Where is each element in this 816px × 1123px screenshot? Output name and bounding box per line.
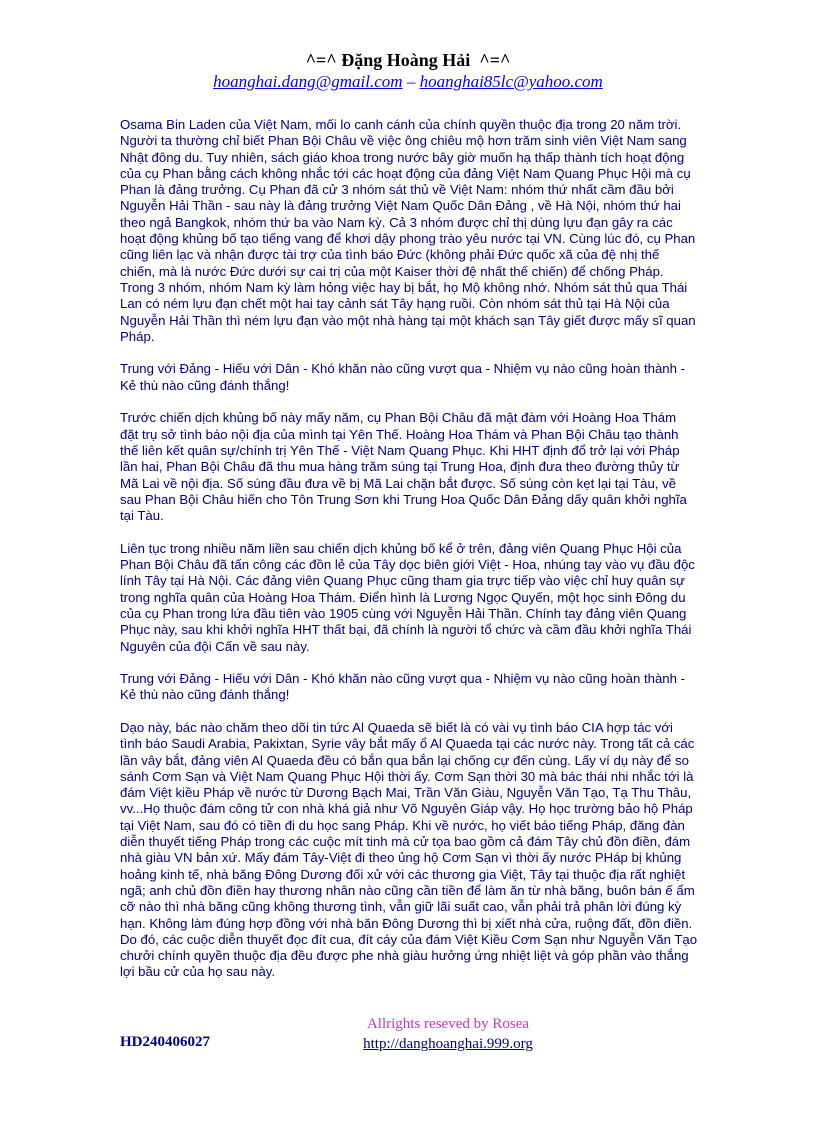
email-yahoo-link[interactable]: hoanghai85lc@yahoo.com — [419, 72, 603, 91]
email-separator: – — [402, 72, 420, 91]
website-line — [0, 1034, 816, 1054]
header — [0, 50, 816, 92]
paragraph-3: Liên tục trong nhiều năm liền sau chiến dịch khủng bố kể ở trên, đảng viên Quang Phục Hội của Phan Bội Châu đã tấn công các đồn lẻ của Tây dọc biên giới Việt - Hoa, nhúng tay vào vụ đầu độc lính Tây tại Hà Nội. Các đảng viên Quang Phục cũng tham gia trực tiếp vào việc chỉ huy quân sự trong nghĩa quân của Hoàng Hoa Thám. Điển hình là Lương Ngọc Quyến, một học sinh Đông du của cụ Phan trong lứa đầu tiên vào 1905 cùng với Nguyễn Hải Thần. Chính tay đảng viên Quang Phục này, sau khi khởi nghĩa HHT thất bại, đã chính là người tổ chức và cầm đầu khởi nghĩa Thái Nguyên của đội Cấn về sau này. — [120, 540, 695, 654]
paragraph-1: Osama Bin Laden của Việt Nam, mối lo canh cánh của chính quyền thuộc địa trong 20 năm trời. Người ta thường chỉ biết Phan Bội Châu về việc ông chiêu mộ hơn trăm sinh viên Việt Nam sang Nhật đông du. Tuy nhiên, sách giáo khoa trong nước bây giờ muốn hạ thấp thành tích hoạt động của cụ Phan bằng cách không nhắc tới các hoạt động của đảng Việt Nam Quang Phục Hội mà cụ Phan là đảng trưởng. Cụ Phan đã cử 3 nhóm sát thủ về Việt Nam: nhóm thứ nhất cầm đầu bởi Nguyễn Hải Thần - sau này là đảng trưởng Việt Nam Quốc Dân Đảng , về Hà Nội, nhóm thứ hai theo ngả Bangkok, nhóm thứ ba vào Nam kỳ. Cả 3 nhóm được chỉ thị dùng lựu đạn gây ra các hoạt động khủng bố tạo tiếng vang để khơi dậy phong trào yêu nước tại VN. Cùng lúc đó, cụ Phan cũng liên lạc và nhận được tài trợ của tình báo Đức (không phải Đức quốc xã của đệ nhị thế chiến, mà là nước Đức dưới sự cai trị của một Kaiser thời đệ nhất thế chiến) để chống Pháp. Trong 3 nhóm, nhóm Nam kỳ làm hỏng việc hay bị bắt, họ Mộ không nhớ. Nhóm sát thủ qua Thái Lan có ném lựu đạn chết một hai tay cảnh sát Tây hạng ruồi. Còn nhóm sát thủ tại Hà Nội của Nguyễn Hải Thần thì ném lựu đạn vào một nhà hàng tại một khách sạn Tây giết được mấy sĩ quan Pháp. — [120, 117, 696, 344]
email-gmail-link[interactable]: hoanghai.dang@gmail.com — [213, 72, 403, 91]
document-code: HD240406027 — [120, 1034, 210, 1050]
slogan-1: Trung với Đảng - Hiếu với Dân - Khó khăn nào cũng vượt qua - Nhiệm vụ nào cũng hoàn thành - Kẻ thù nào cũng đánh thắng! — [120, 361, 686, 393]
copyright-notice: Allrights reseved by Rosea — [366, 1016, 530, 1032]
paragraph-4: Dạo này, bác nào chăm theo dõi tin tức Al Quaeda sẽ biết là có vài vụ tình báo CIA hợp tác với tình báo Saudi Arabia, Pakixtan, Syrie vây bắt mấy ổ Al Quaeda tại các nước này. Trong tất cả các lần vây bắt, đảng viên Al Quaeda đều có bắn qua bắn lại chống cự đến cùng. Lấy ví dụ này để so sánh Cơm Sạn và Việt Nam Quang Phục Hội thời ấy. Cơm Sạn thời 30 mà bác thái nhi nhắc tới là đám Việt kiều Pháp về nước từ Dương Bạch Mai, Trần Văn Giàu, Nguyễn Văn Tạo, Tạ Thu Thâu, vv...Họ thuộc đám công tử con nhà khá giả như Võ Nguyên Giáp vậy. Họ học trường bảo hộ Pháp tại Việt Nam, sau đó có tiền đi du học sang Pháp. Khi về nước, họ viết báo tiếng Pháp, đăng đàn diễn thuyết tiếng Pháp trong các cuộc mít tinh mà cử tọa bao gồm cả đám Tây chủ đồn điền, đám nhà giàu VN bản xứ. Mấy đám Tây-Việt đi theo ủng hộ Cơm Sạn vì thời ấy nước PHáp bị khủng hoảng kinh tế, nhà băng Đông Dương đối xử với các thương gia Việt, Tây tại thuộc địa rất nghiệt ngã; anh chủ đồn điền hay thương nhân nào cũng cần tiền để làm ăn từ nhà băng, buôn bán ế ẩm cỡ nào thì nhà băng cũng không thương tình, vẫn giữ lãi suất cao, vẫn phải trả phân lời đúng kỳ hạn. Không làm đúng hợp đồng với nhà băn Đông Dương thì bị xiết nhà cửa, ruộng đất, đồn điền. Do đó, các cuộc diễn thuyết đọc đít cua, đít cáy của đám Việt Kiều Cơm Sạn như Nguyễn Văn Tạo chưởi chính quyền thuộc địa đều được phe nhà giàu hưởng ứng nhiệt liệt và góp phần vào thắng lợi bầu cử của họ sau này. — [120, 719, 698, 980]
slogan-2: Trung với Đảng - Hiếu với Dân - Khó khăn nào cũng vượt qua - Nhiệm vụ nào cũng hoàn thành - Kẻ thù nào cũng đánh thắng! — [120, 671, 686, 703]
article-body — [120, 117, 698, 997]
author-title: ^=^ Đặng Hoàng Hải ^=^ — [305, 50, 511, 70]
paragraph-2: Trước chiến dịch khủng bố này mấy năm, cụ Phan Bội Châu đã mật đàm với Hoàng Hoa Thám đặt trụ sở tình báo nội địa của mình tại Yên Thế. Hoàng Hoa Thám và Phan Bội Châu tạo thành thế liên kết quân sự/chính trị Yên Thế - Việt Nam Quang Phục. Khi HHT định đổ trở lại với Pháp lần hai, Phan Bội Châu đã thu mua hàng trăm súng tại Trung Hoa, định đưa theo đường thủy từ Mã Lai về nội địa. Số súng đầu đưa về bị Mã Lai chặn bắt được. Số súng còn kẹt lại tại Tàu, về sau Phan Bội Châu hiến cho Tôn Trung Sơn khi Trung Hoa Quốc Dân Đảng dấy quân khởi nghĩa tại Tàu. — [120, 410, 687, 524]
email-line — [0, 72, 816, 92]
website-link[interactable]: http://danghoanghai.999.org — [363, 1036, 533, 1052]
